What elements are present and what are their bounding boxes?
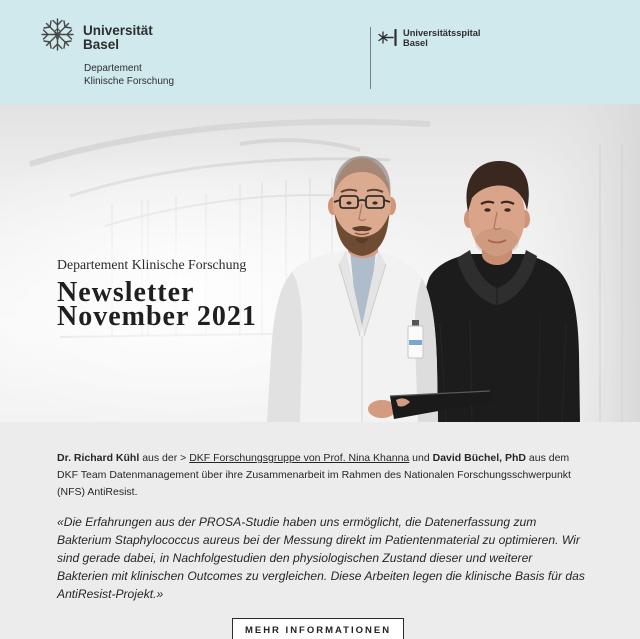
more-info-button[interactable]: MEHR INFORMATIONEN	[232, 618, 404, 639]
intro-text: aus der	[142, 452, 178, 464]
department-name	[84, 62, 174, 88]
intro-paragraph	[57, 450, 571, 501]
page-title-line2: November 2021	[57, 301, 257, 332]
page-title-line1: Newsletter	[57, 277, 195, 308]
quote-line: «Die Erfahrungen aus der PROSA-Studie haben uns ermöglicht, die Datenerfassung zum	[57, 515, 537, 529]
department-name-line1: Departement	[84, 63, 142, 74]
hero-kicker: Departement Klinische Forschung	[57, 257, 247, 272]
university-name-line2: Basel	[83, 37, 120, 52]
quote-line: Bakterien mit klinischen Outcomes zu vergleichen. Diese Arbeiten legen die klinische Basis für das	[57, 569, 585, 583]
university-basel-emblem-icon	[40, 17, 75, 52]
header-band	[0, 0, 640, 104]
quote-line: Bakterium Staphylococcus aureus bei der Messung direkt im Patientenmaterial zu optimieren. Wir	[57, 533, 580, 547]
university-name	[83, 24, 153, 52]
hero-banner	[0, 104, 640, 422]
university-name-line1: Universität	[83, 23, 153, 38]
university-basel-logo[interactable]	[40, 17, 160, 57]
author-name-1: Dr. Richard Kühl	[57, 452, 140, 464]
intro-text: aus dem	[528, 452, 570, 464]
quote-line: sind gerade dabei, in Nachfolgestudien den physiologischen Zustand dieser und weiterer	[57, 551, 533, 565]
header-divider	[370, 27, 371, 89]
universitaetsspital-emblem-icon	[378, 29, 400, 46]
id-badge	[408, 320, 423, 358]
research-group-link[interactable]: DKF Forschungsgruppe von Prof. Nina Khanna	[189, 452, 410, 464]
intro-line-3: (NFS) AntiResist.	[57, 486, 138, 498]
hospital-name	[403, 28, 481, 48]
quote-line: AntiResist-Projekt.»	[57, 587, 164, 601]
page-title	[57, 277, 257, 332]
intro-line-2: DKF Team Datenmanagement über ihre Zusammenarbeit im Rahmen des Nationalen Forschungsschwerpunkt	[57, 469, 571, 481]
link-arrow: >	[180, 452, 187, 464]
hospital-name-line1: Universitätsspital	[403, 28, 481, 38]
hospital-name-line2: Basel	[403, 38, 428, 48]
intro-text: und	[412, 452, 430, 464]
intro-line-1	[57, 450, 571, 467]
quote-paragraph	[57, 513, 585, 603]
author-name-2: David Büchel, PhD	[432, 452, 526, 464]
department-name-line2: Klinische Forschung	[84, 76, 175, 87]
universitaetsspital-logo[interactable]	[378, 28, 488, 50]
